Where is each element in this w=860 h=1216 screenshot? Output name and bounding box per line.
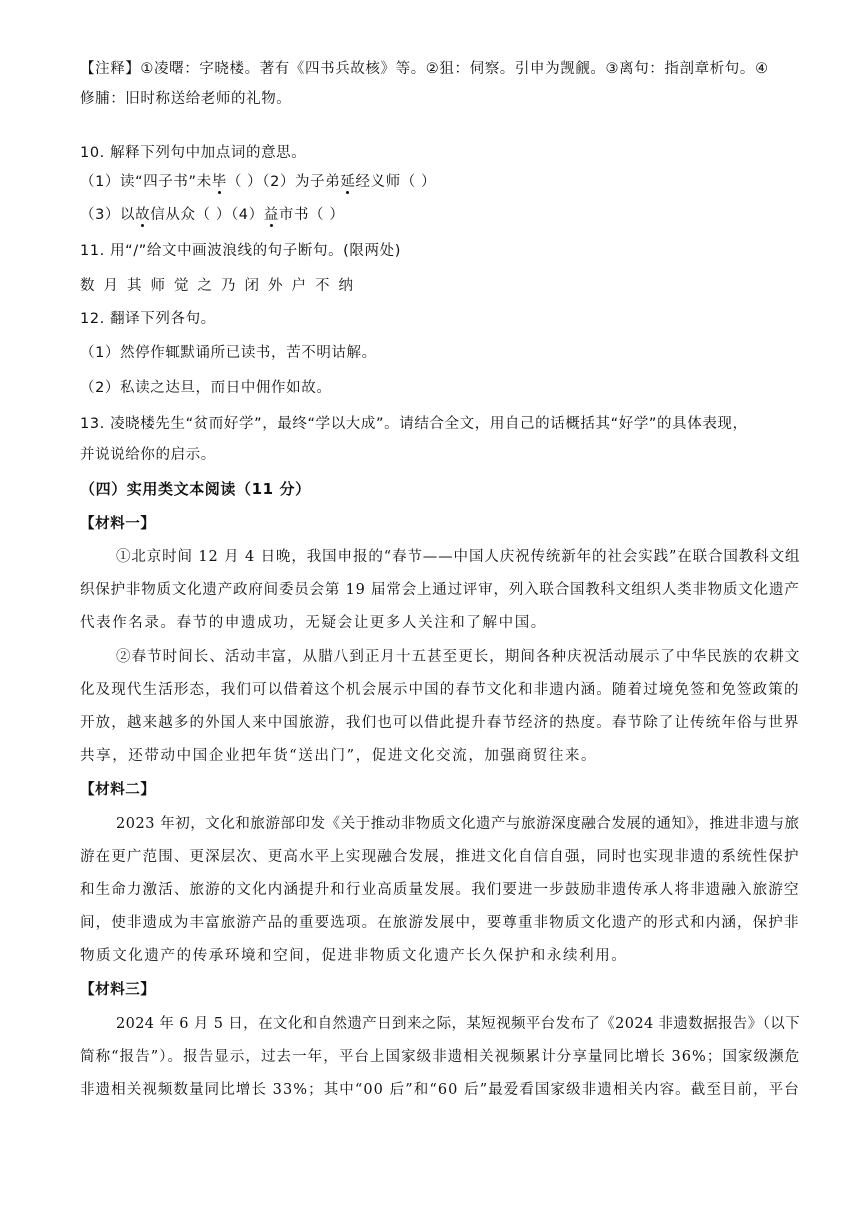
q13-line-1: 13. 凌晓楼先生“贫而好学”，最终“学以大成”。请结合全文，用自己的话概括其“好学”的具体表现， [80,416,748,432]
dotted-word-gu: 故 [135,207,151,223]
material-2-line: 物质文化遗产的传承环境和空间，促进非物质文化遗产长久保护和永续利用。 [80,948,628,964]
q12-item-2: （2）私读之达旦，而日中佣作如故。 [80,380,332,396]
material-2-line: 游在更广范围、更深层次、更高水平上实现融合发展，推进文化自信自强，同时也实现非遗的系统性保护 [80,849,800,865]
annotation-line-2: 修脯：旧时称送给老师的礼物。 [80,91,292,107]
material-3-line: 2024 年 6 月 5 日，在文化和自然遗产日到来之际，某短视频平台发布了《2024 非遗数据报告》（以下 [116,1016,801,1032]
dotted-word-yan: 延 [340,174,356,190]
material-2-line: 和生命力激活、旅游的文化内涵提升和行业高质量发展。我们要进一步鼓励非遗传承人将非遗融入旅游空 [80,882,800,898]
material-1-line: 共享，还带动中国企业把年货“送出门”，促进文化交流，加强商贸往来。 [80,748,598,764]
q10-4-suffix: 市书（ ） [278,207,345,223]
dotted-word-bi: 毕 [211,174,227,190]
material-1-line: 化及现代生活形态，我们可以借着这个机会展示中国的春节文化和非遗内涵。随着过境免签和免签政策的 [80,682,800,698]
material-1-line: ②春节时间长、活动丰富，从腊八到正月十五甚至更长，期间各种庆祝活动展示了中华民族的农耕文 [116,649,801,665]
material-1-line: 织保护非物质文化遗产政府间委员会第 19 届常会上通过评审，列入联合国教科文组织人类非物质文化遗产 [80,582,800,598]
material-3-heading: 【材料三】 [80,982,156,998]
dotted-word-yi: 益 [263,207,279,223]
q10-row-2 [80,205,344,225]
q12-stem: 12. 翻译下列各句。 [80,311,216,327]
material-2-line: 间，使非遗成为丰富旅游产品的重要选项。在旅游发展中，要尊重非物质文化遗产的形式和内涵，保护非 [80,915,800,931]
material-3-line: 非遗相关视频数量同比增长 33%；其中“00 后”和“60 后”最爱看国家级非遗相关内容。截至目前，平台 [80,1082,800,1098]
material-1-line: ①北京时间 12 月 4 日晚，我国申报的“春节——中国人庆祝传统新年的社会实践”在联合国教科文组 [116,549,801,565]
q12-item-1: （1）然停作辄默诵所已读书，苦不明诂解。 [80,345,377,361]
material-1-heading: 【材料一】 [80,516,156,532]
section-title: （四）实用类文本阅读（11 分） [80,480,311,498]
q10-3-prefix: （3）以 [80,207,136,223]
material-2-heading: 【材料二】 [80,782,156,798]
annotation-line-1: 【注释】①凌曙：字晓楼。著有《四书兵故核》等。②狙：伺察。引申为觊觎。③离句：指剖章析句。④ [80,61,769,77]
material-1-line: 代表作名录。春节的申遗成功，无疑会让更多人关注和了解中国。 [80,615,547,631]
q13-line-2: 并说说给你的启示。 [80,447,216,463]
q10-1-suffix: （ ）（2）为子弟 [226,174,341,190]
q10-2-suffix: 经义师（ ） [355,174,437,190]
material-2-line: 2023 年初，文化和旅游部印发《关于推动非物质文化遗产与旅游深度融合发展的通知》，推进非遗与旅 [116,816,800,832]
q10-stem: 10. 解释下列句中加点词的意思。 [80,145,307,161]
material-3-line: 简称“报告”）。报告显示，过去一年，平台上国家级非遗相关视频累计分享量同比增长 36%；国家级濒危 [80,1049,801,1065]
q10-row-1 [80,172,436,192]
material-1-line: 开放，越来越多的外国人来中国旅游，我们也可以借此提升春节经济的热度。春节除了让传统年俗与世界 [80,715,800,731]
q11-sentence: 数月其师觉之乃闭外户不纳 [80,278,362,294]
q10-3-suffix: 信从众（ ）（4） [150,207,264,223]
q11-stem: 11. 用“/”给文中画波浪线的句子断句。(限两处) [80,243,401,259]
q10-1-prefix: （1）读“四子书”未 [80,174,212,190]
